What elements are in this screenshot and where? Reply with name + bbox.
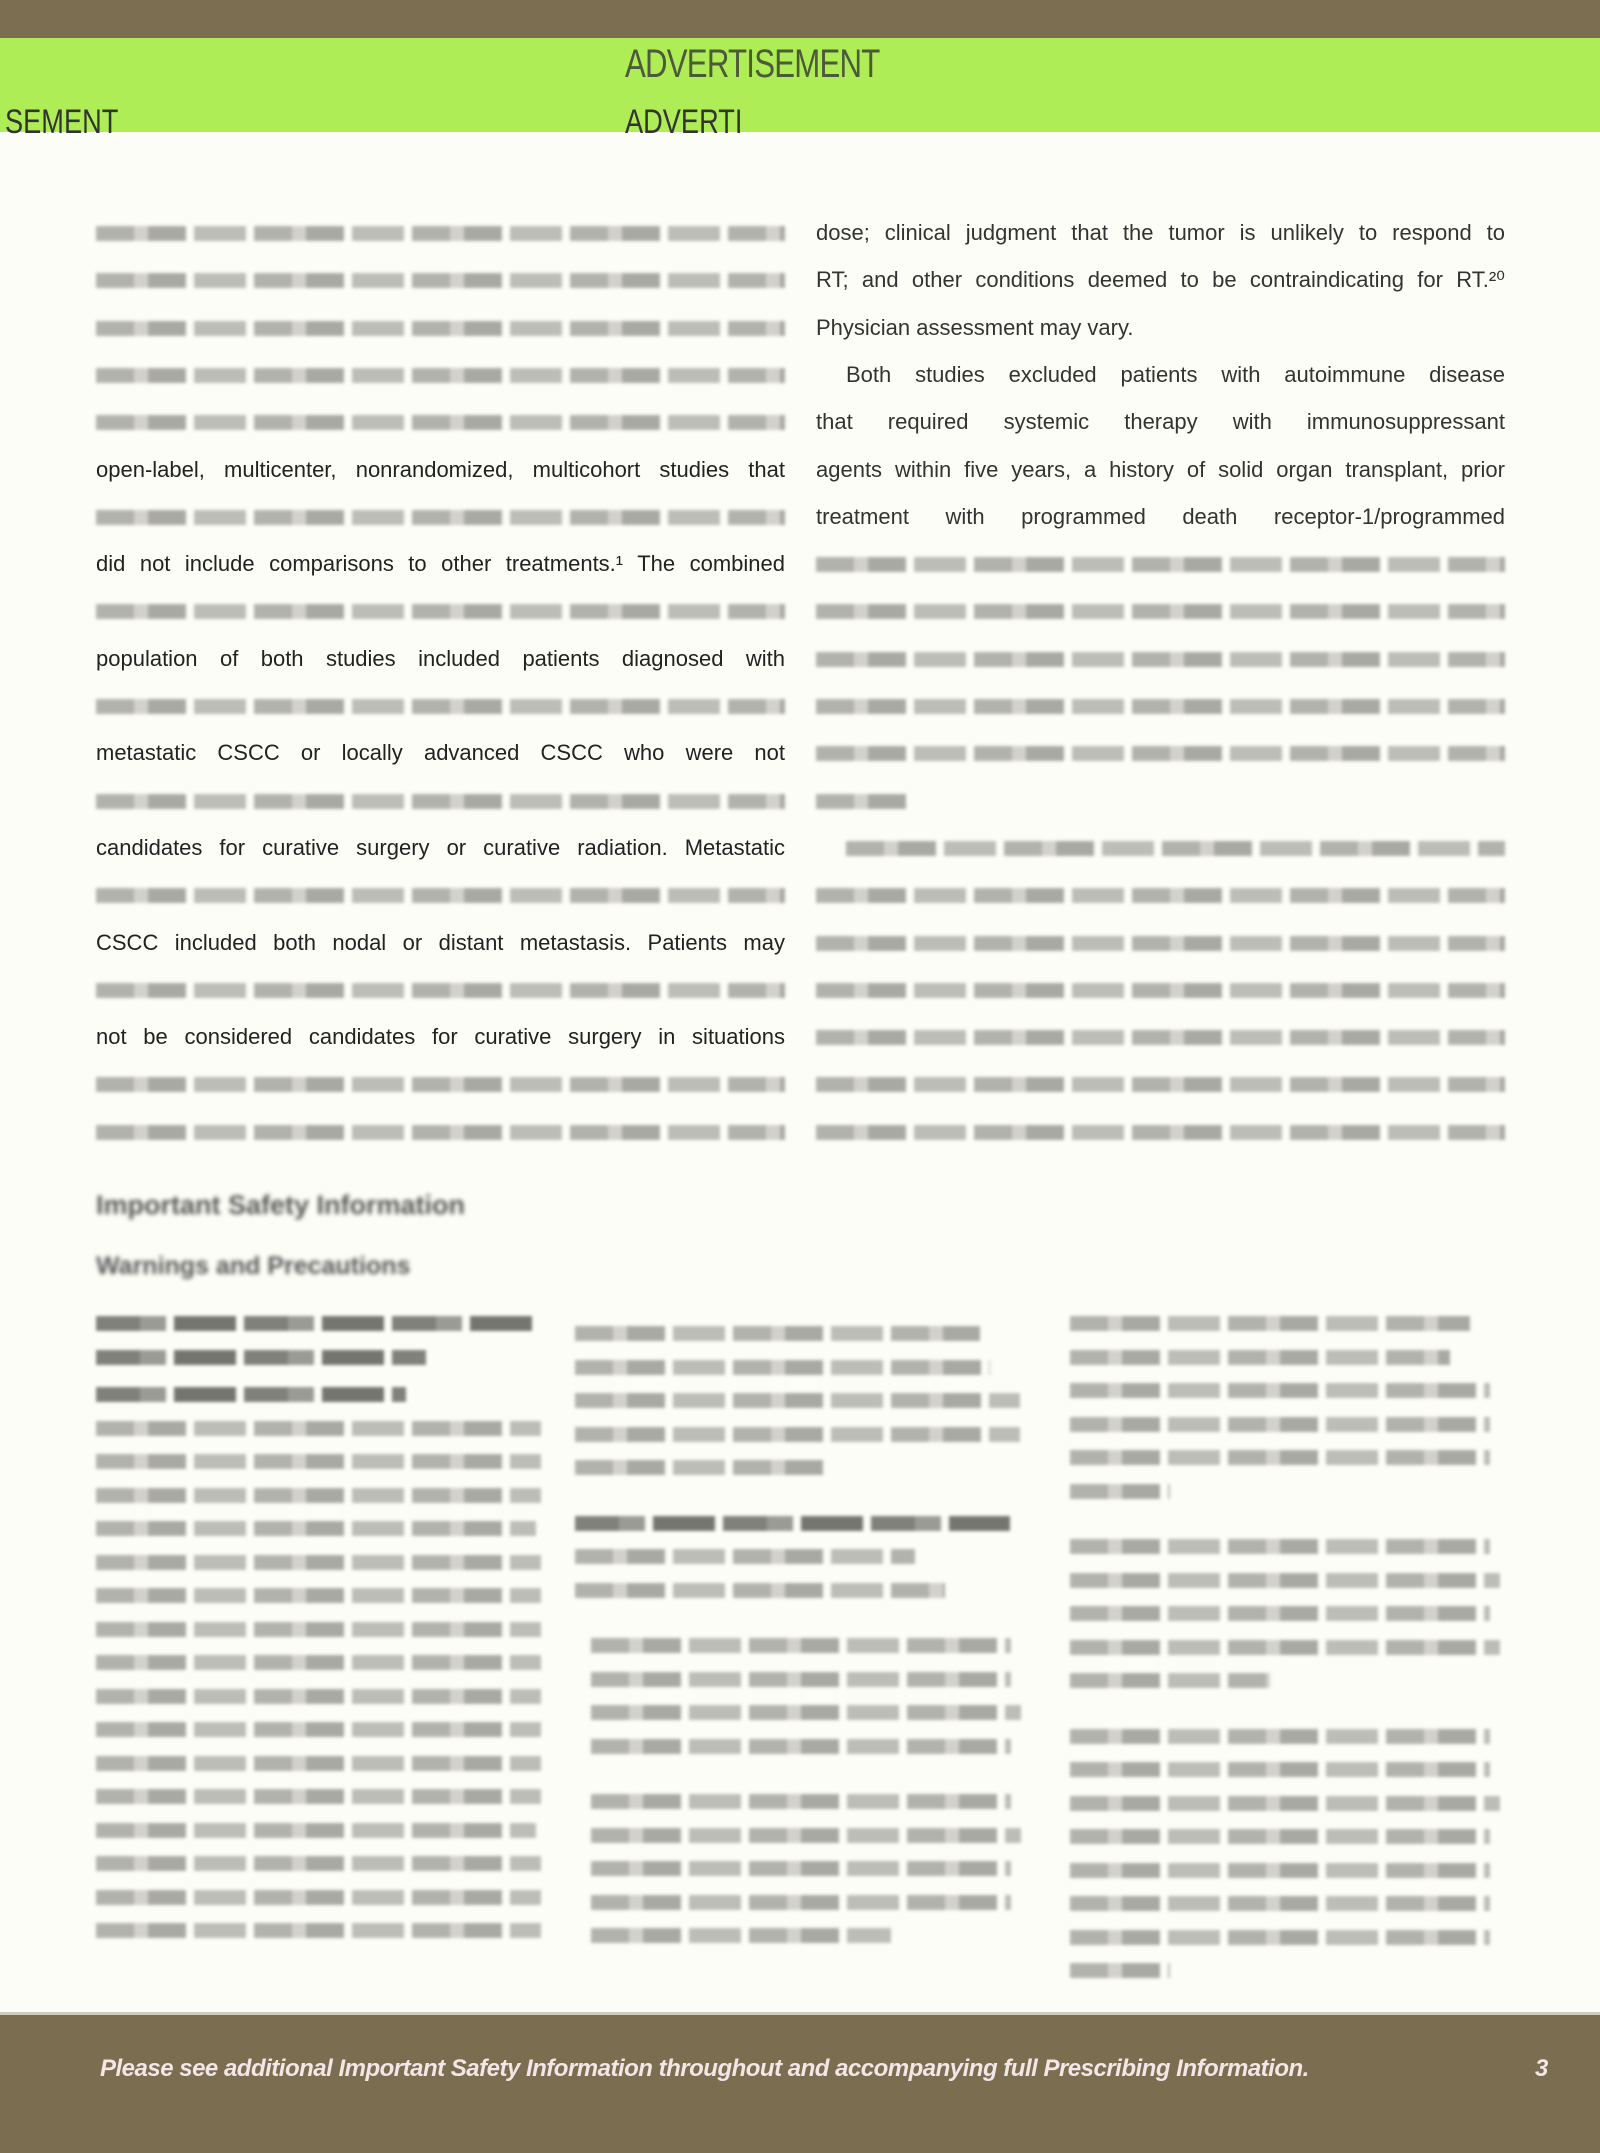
blurred-text-line: [96, 1655, 541, 1670]
blurred-text-line: [96, 1588, 541, 1603]
blurred-text-line: [1070, 1606, 1490, 1621]
blurred-text-line: [1070, 1796, 1500, 1811]
blurred-text-line: [96, 1488, 541, 1503]
blurred-text-line: [96, 604, 785, 619]
blurred-text-line: [816, 1125, 1505, 1140]
blurred-text-line: [96, 1689, 541, 1704]
top-bar: [0, 0, 1600, 38]
ghost-text-center: ADVERTI: [625, 103, 743, 141]
blurred-text-line: [591, 1739, 1011, 1754]
blurred-text-line: [816, 652, 1505, 667]
blurred-text-line: [96, 321, 785, 336]
blurred-text-line: [96, 1923, 541, 1938]
blurred-text-line: [1070, 1863, 1490, 1878]
blurred-text-line: [96, 273, 785, 288]
advertisement-label: ADVERTISEMENT: [625, 42, 880, 86]
blurred-text-line: [816, 983, 1505, 998]
right-column-line: treatment with programmed death receptor-1/programmed: [816, 503, 1505, 529]
blurred-text-line: [96, 368, 785, 383]
blurred-text-line: [1070, 1484, 1170, 1499]
right-column-line: agents within five years, a history of solid organ transplant, prior: [816, 456, 1505, 482]
blurred-text-line: [96, 1454, 541, 1469]
blurred-text-line: [96, 888, 785, 903]
blurred-text-line: [1070, 1640, 1500, 1655]
blurred-text-line: [96, 983, 785, 998]
blurred-text-line: [816, 936, 1505, 951]
blurred-text-line: [96, 1555, 541, 1570]
blurred-text-line: [1070, 1729, 1490, 1744]
blurred-text-line: [96, 1722, 541, 1737]
blurred-text-line: [591, 1794, 1011, 1809]
blurred-text-line: [96, 1387, 406, 1402]
blurred-text-line: [96, 1756, 541, 1771]
blurred-text-line: [1070, 1316, 1470, 1331]
blurred-text-line: [1070, 1450, 1490, 1465]
blurred-text-line: [96, 1125, 785, 1140]
blurred-text-line: [575, 1460, 825, 1475]
left-column-line: did not include comparisons to other treatments.¹ The combined: [96, 551, 785, 577]
left-column-line: open-label, multicenter, nonrandomized, multicohort studies that: [96, 456, 785, 482]
blurred-text-line: [96, 1521, 536, 1536]
blurred-text-line: [96, 1077, 785, 1092]
blurred-text-line: [96, 1421, 541, 1436]
blurred-text-line: [816, 1077, 1505, 1092]
blurred-text-line: [96, 699, 785, 714]
left-column-line: population of both studies included patients diagnosed with: [96, 645, 785, 671]
ghost-text-left: SEMENT: [5, 103, 119, 141]
blurred-text-line: [96, 1350, 426, 1365]
blurred-text-line: [1070, 1350, 1450, 1365]
safety-title: Important Safety Information: [96, 1190, 466, 1220]
left-column-line: candidates for curative surgery or curative radiation. Metastatic: [96, 834, 785, 860]
blurred-text-line: [1070, 1963, 1170, 1978]
blurred-text-line: [816, 557, 1505, 572]
footer: [0, 2012, 1600, 2153]
blurred-text-line: [575, 1516, 1010, 1531]
blurred-text-line: [96, 1789, 541, 1804]
right-column-line: dose; clinical judgment that the tumor is unlikely to respond to: [816, 220, 1505, 245]
blurred-text-line: [591, 1928, 891, 1943]
blurred-text-line: [816, 1030, 1505, 1045]
blurred-text-line: [816, 699, 1505, 714]
right-column-line: that required systemic therapy with immunosuppressant: [816, 409, 1505, 435]
safety-subtitle: Warnings and Precautions: [96, 1252, 411, 1280]
blurred-text-line: [591, 1895, 1011, 1910]
blurred-text-line: [816, 604, 1505, 619]
blurred-text-line: [575, 1583, 945, 1598]
blurred-text-line: [96, 415, 785, 430]
blurred-text-line: [591, 1861, 1011, 1876]
blurred-text-line: [816, 746, 1505, 761]
blurred-text-line: [1070, 1673, 1270, 1688]
page-number: 3: [1535, 2055, 1549, 2082]
blurred-text-line: [1070, 1417, 1490, 1432]
blurred-text-line: [591, 1638, 1011, 1653]
left-column-line: CSCC included both nodal or distant metastasis. Patients may: [96, 929, 785, 955]
blurred-text-line: [96, 794, 785, 809]
blurred-text-line: [1070, 1829, 1490, 1844]
blurred-text-line: [1070, 1383, 1490, 1398]
blurred-text-line: [96, 226, 785, 241]
left-column-line: not be considered candidates for curative surgery in situations: [96, 1024, 785, 1050]
footer-text: Please see additional Important Safety Information throughout and accompanying full Prescribing Information.: [100, 2055, 1309, 2082]
blurred-text-line: [575, 1427, 1020, 1442]
blurred-text-line: [575, 1326, 980, 1341]
blurred-text-line: [96, 1622, 541, 1637]
blurred-text-line: [1070, 1896, 1490, 1911]
blurred-text-line: [816, 794, 906, 809]
blurred-text-line: [96, 1890, 541, 1905]
blurred-text-line: [1070, 1930, 1490, 1945]
blurred-text-line: [575, 1393, 1020, 1408]
blurred-text-line: [575, 1549, 915, 1564]
blurred-text-line: [816, 888, 1505, 903]
blurred-text-line: [591, 1705, 1021, 1720]
blurred-text-line: [591, 1828, 1021, 1843]
left-column-line: metastatic CSCC or locally advanced CSCC who were not: [96, 740, 785, 766]
blurred-text-line: [1070, 1539, 1490, 1554]
right-column-line: Physician assessment may vary.: [816, 314, 1134, 340]
blurred-text-line: [96, 510, 785, 525]
blurred-text-line: [96, 1856, 541, 1871]
blurred-text-line: [1070, 1573, 1500, 1588]
right-column-line: Both studies excluded patients with autoimmune disease: [846, 361, 1505, 387]
blurred-text-line: [846, 841, 1505, 856]
right-column-line: RT; and other conditions deemed to be contraindicating for RT.²⁰: [816, 267, 1505, 293]
blurred-text-line: [591, 1672, 1011, 1687]
blurred-text-line: [1070, 1762, 1490, 1777]
blurred-text-line: [96, 1823, 536, 1838]
blurred-text-line: [96, 1316, 536, 1331]
blurred-text-line: [575, 1360, 990, 1375]
